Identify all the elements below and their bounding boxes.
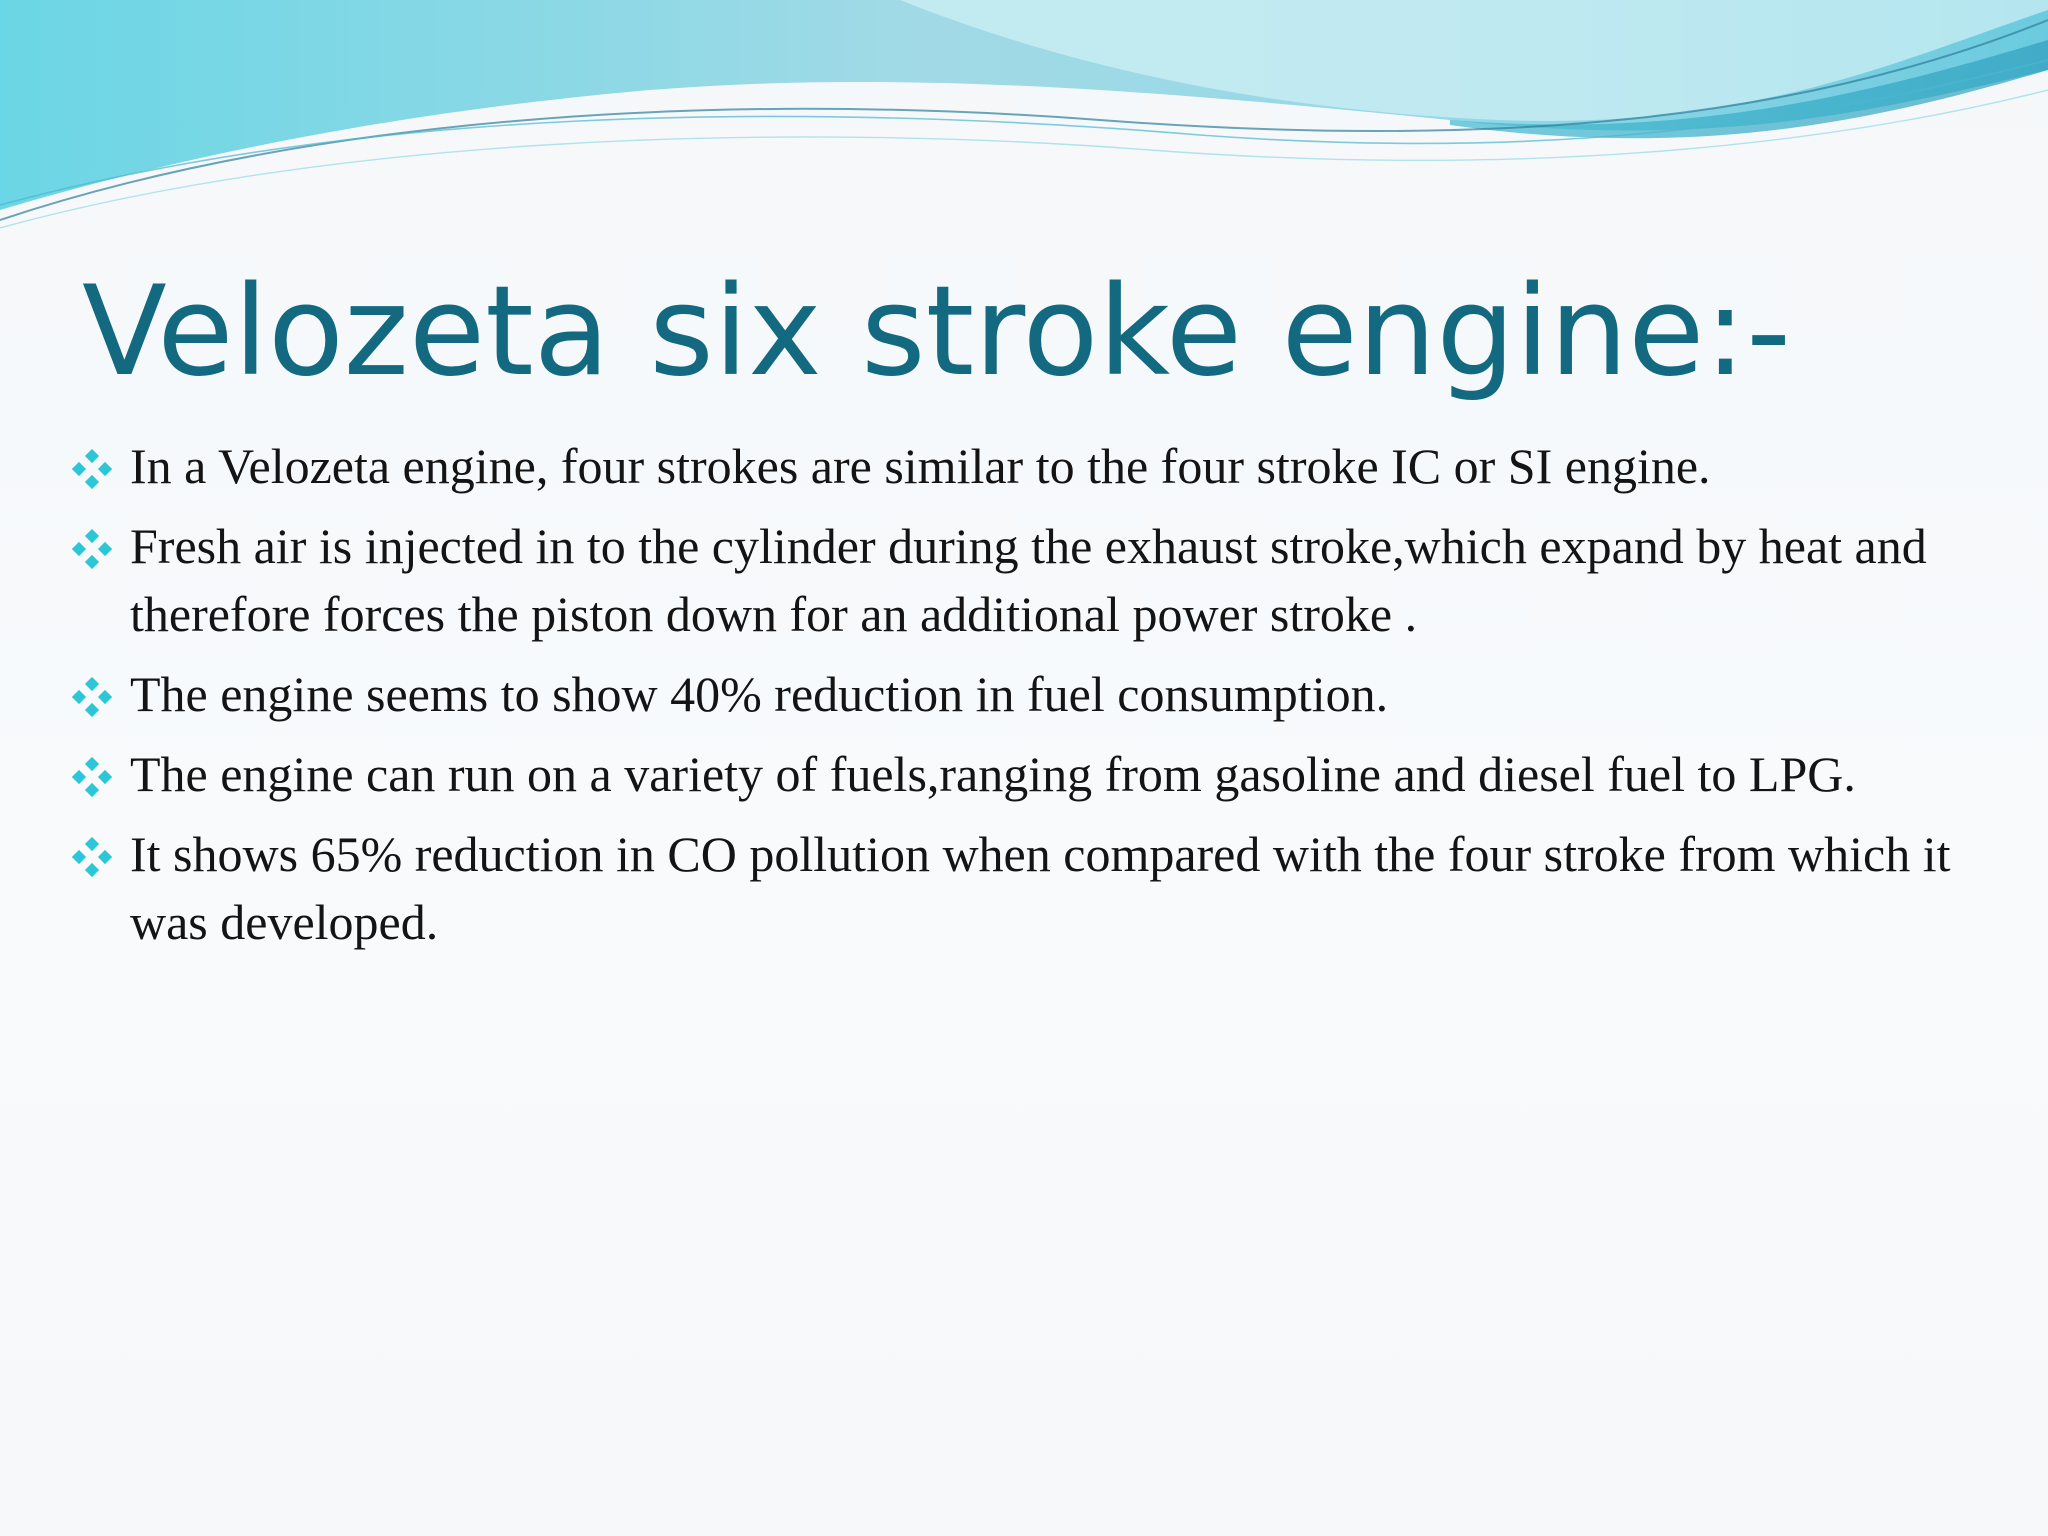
four-diamond-bullet-icon	[72, 837, 112, 877]
bullet-text: It shows 65% reduction in CO pollution when compared with the four stroke from which it was developed.	[130, 826, 1951, 950]
bullet-item	[72, 820, 1992, 956]
bullet-item	[72, 512, 1992, 648]
slide-title: Velozeta six stroke engine:-	[82, 260, 1791, 404]
four-diamond-bullet-icon	[72, 757, 112, 797]
four-diamond-bullet-icon	[72, 449, 112, 489]
bullet-text: In a Velozeta engine, four strokes are similar to the four stroke IC or SI engine.	[130, 438, 1711, 494]
bullet-item	[72, 660, 1992, 728]
bullet-text: The engine seems to show 40% reduction in fuel consumption.	[130, 666, 1389, 722]
bullet-text: Fresh air is injected in to the cylinder during the exhaust stroke,which expand by heat and therefore forces the piston down for an additional power stroke .	[130, 518, 1927, 642]
four-diamond-bullet-icon	[72, 529, 112, 569]
four-diamond-bullet-icon	[72, 677, 112, 717]
bullet-item	[72, 740, 1992, 808]
bullet-list	[72, 432, 1992, 968]
bullet-text: The engine can run on a variety of fuels,ranging from gasoline and diesel fuel to LPG.	[130, 746, 1856, 802]
bullet-item	[72, 432, 1992, 500]
header-wave-decoration	[0, 0, 2048, 240]
